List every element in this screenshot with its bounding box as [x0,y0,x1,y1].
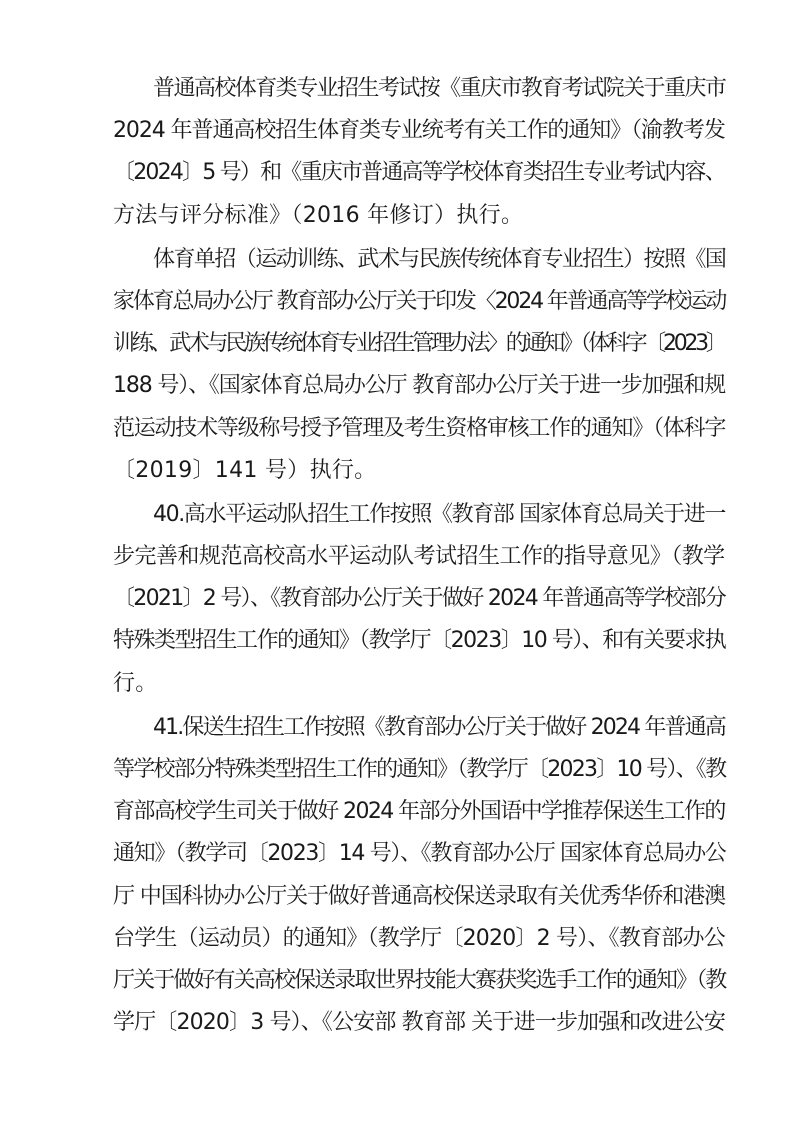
para-item-40 [113,494,725,705]
text-line: 学厅〔2020〕3 号）、《公安部 教育部 关于进一步加强和改进公安 [113,1010,726,1036]
text-line: 体育单招（运动训练、武术与民族传统体育专业招生）按照《国 [153,246,726,272]
text-line: 通知》（教学司〔2023〕14 号）、《教育部办公厅 国家体育总局办公 [113,841,726,867]
text-line: 〔2024〕5 号）和《重庆市普通高等学校体育类招生专业考试内容、 [113,160,725,186]
text-line: 方法与评分标准》（2016 年修订）执行。 [113,202,524,228]
text-line: 行。 [113,670,158,696]
text-line: 范运动技术等级称号授予管理及考生资格审核工作的通知》（体科字 [113,415,726,441]
text-line: 2024 年普通高校招生体育类专业统考有关工作的通知》（渝教考发 [113,118,725,144]
text-line: 步完善和规范高校高水平运动队考试招生工作的指导意见》（教学 [113,544,725,570]
text-line: 40.高水平运动队招生工作按照《教育部 国家体育总局关于进一 [153,501,725,527]
text-line: 41.保送生招生工作按照《教育部办公厅关于做好 2024 年普通高 [153,714,725,740]
text-line: 普通高校体育类专业招生考试按《重庆市教育考试院关于重庆市 [153,76,726,101]
text-line: 等学校部分特殊类型招生工作的通知》（教学厅〔2023〕10 号）、《教 [113,757,726,782]
para-sports-single-enrollment [113,239,725,492]
text-line: 〔2021〕2 号）、《教育部办公厅关于做好 2024 年普通高等学校部分 [113,586,726,612]
text-line: 厅 中国科协办公厅关于做好普通高校保送录取有关优秀华侨和港澳 [113,883,725,909]
text-line: 188 号）、《国家体育总局办公厅 教育部办公厅关于进一步加强和规 [113,373,726,399]
text-line: 特殊类型招生工作的通知》（教学厅〔2023〕10 号）、和有关要求执 [113,628,726,654]
text-line: 台学生（运动员）的通知》（教学厅〔2020〕2 号）、《教育部办公 [113,925,725,951]
para-item-41 [113,707,725,1045]
text-line: 〔2019〕141 号）执行。 [113,457,377,483]
body-text [113,68,725,1046]
para-sports-exam [113,68,725,237]
text-line: 家体育总局办公厅 教育部办公厅关于印发〈2024 年普通高等学校运动 [113,288,726,314]
text-line: 厅关于做好有关高校保送录取世界技能大赛获奖选手工作的通知》（教 [113,967,726,993]
text-line: 训练、武术与民族传统体育专业招生管理办法〉的通知》（体科字〔2023〕 [113,331,725,357]
text-line: 育部高校学生司关于做好 2024 年部分外国语中学推荐保送生工作的 [113,799,725,825]
